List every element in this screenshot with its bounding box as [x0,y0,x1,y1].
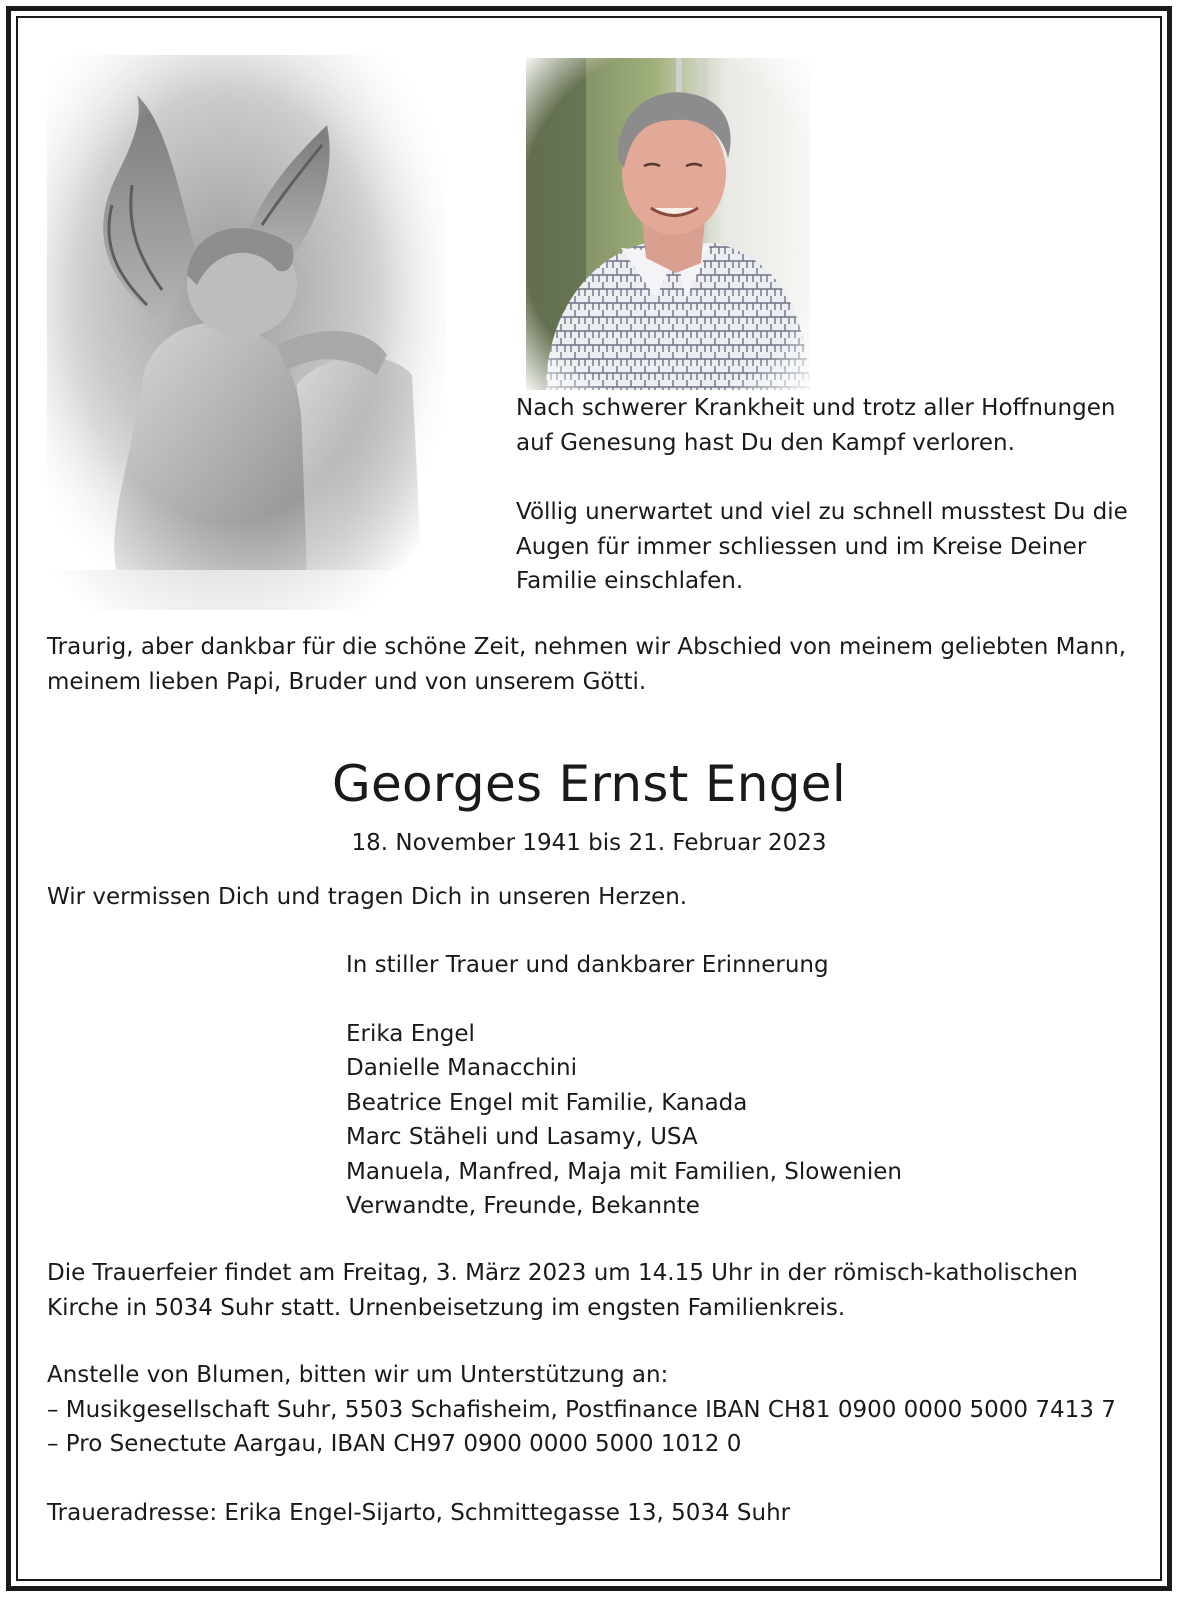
donations-line: – Pro Senectute Aargau, IBAN CH97 0900 0000 5000 1012 0 [47,1431,742,1457]
mourner-name: Beatrice Engel mit Familie, Kanada [346,1089,748,1116]
life-dates: 18. November 1941 bis 21. Februar 2023 [351,830,827,856]
mourner-name: Manuela, Manfred, Maja mit Familien, Slowenien [346,1158,902,1185]
poem-line: Völlig unerwartet und viel zu schnell musstest Du die [516,499,1128,525]
deceased-name: Georges Ernst Engel [331,755,847,813]
donations-line: – Musikgesellschaft Suhr, 5503 Schafisheim, Postfinance IBAN CH81 0900 0000 5000 7413 7 [47,1396,1116,1423]
donations-text [47,1358,1116,1462]
miss-line [47,880,687,915]
poem-stanza-2 [516,495,1128,599]
mourning-address [47,1496,790,1531]
angel-statue-image [47,55,447,610]
intro-text [47,630,1126,699]
mourner-name: Verwandte, Freunde, Bekannte [346,1193,700,1219]
poem-stanza-1 [516,391,1115,460]
intro-line: Traurig, aber dankbar für die schöne Zeit, nehmen wir Abschied von meinem geliebten Mann, [47,634,1127,660]
poem-line: Augen für immer schliessen und im Kreise Deiner [516,533,1087,560]
address-text: Traueradresse: Erika Engel-Sijarto, Schmittegasse 13, 5034 Suhr [47,1500,791,1526]
portrait-photo [526,58,810,390]
intro-line: meinem lieben Papi, Bruder und von unserem Götti. [47,668,647,695]
ceremony-text [47,1256,1078,1325]
ceremony-line: Die Trauerfeier findet am Freitag, 3. März 2023 um 14.15 Uhr in der römisch-katholischen [47,1260,1078,1286]
mourner-name: Danielle Manacchini [346,1055,577,1081]
mourners-block [346,948,902,1224]
mourner-name: Marc Stäheli und Lasamy, USA [346,1124,698,1150]
poem-line: Nach schwerer Krankheit und trotz aller Hoffnungen [516,395,1116,421]
donations-line: Anstelle von Blumen, bitten wir um Unterstützung an: [47,1362,669,1388]
miss-line-text: Wir vermissen Dich und tragen Dich in unseren Herzen. [47,884,688,910]
mourners-heading: In stiller Trauer und dankbarer Erinnerung [346,952,829,978]
poem-line: auf Genesung hast Du den Kampf verloren. [516,429,1015,456]
mourner-name: Erika Engel [346,1020,475,1047]
ceremony-line: Kirche in 5034 Suhr statt. Urnenbeisetzung im engsten Familienkreis. [47,1294,846,1321]
poem-line: Familie einschlafen. [516,568,744,594]
